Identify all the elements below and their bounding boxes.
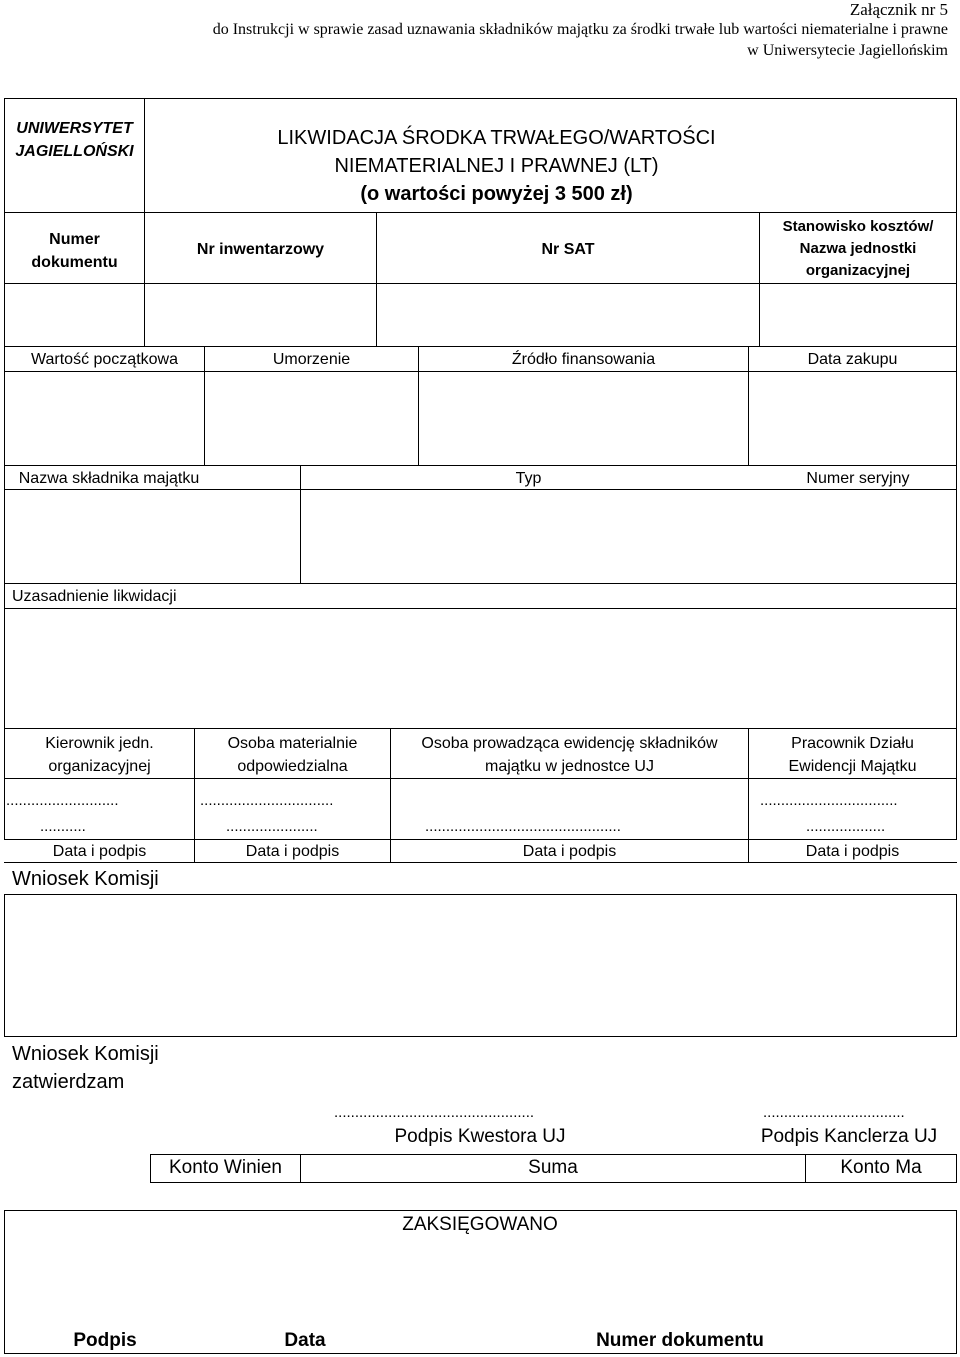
cost-center-line3: organizacyjnej — [805, 262, 911, 279]
title-line2: NIEMATERIALNEJ I PRAWNEJ (LT) — [334, 155, 659, 177]
date-signature-label-4: Data i podpis — [805, 843, 900, 860]
cost-center-label — [760, 216, 956, 282]
quaestor-signature-label: Podpis Kwestora UJ — [394, 1126, 566, 1147]
document-number-footer-label: Numer dokumentu — [596, 1330, 764, 1351]
cost-center-line2: Nazwa jednostki — [799, 240, 917, 257]
responsible-person-label — [195, 732, 390, 778]
date-label: Data — [284, 1330, 326, 1351]
doc-number-line1: Numer — [49, 231, 100, 248]
date-signature-label-2: Data i podpis — [245, 843, 340, 860]
signature-dots-department-1: ................................. — [760, 792, 898, 809]
commission-approval-label — [12, 1040, 159, 1096]
department-employee-line1: Pracownik Działu — [791, 735, 914, 752]
records-person-line1: Osoba prowadząca ewidencję składników — [421, 735, 718, 752]
instruction-reference: do Instrukcji w sprawie zasad uznawania składników majątku za środki trwałe lub wartości niematerialne i prawne — [212, 21, 948, 38]
sum-label: Suma — [528, 1157, 578, 1178]
debit-account-label: Konto Winien — [168, 1157, 282, 1178]
purchase-date-label: Data zakupu — [807, 351, 898, 368]
signature-label: Podpis — [73, 1330, 137, 1351]
title-line3: (o wartości powyżej 3 500 zł) — [360, 183, 633, 205]
responsible-line1: Osoba materialnie — [227, 735, 358, 752]
quaestor-signature-dots: ................................................ — [334, 1104, 535, 1121]
university-line1: UNIWERSYTET — [16, 120, 133, 137]
type-label: Typ — [515, 470, 542, 487]
date-signature-label-3: Data i podpis — [522, 843, 617, 860]
chancellor-signature-dots: .................................. — [763, 1104, 905, 1121]
unit-head-line1: Kierownik jedn. — [45, 735, 154, 752]
document-number-label — [5, 228, 144, 274]
university-line2: JAGIELLOŃSKI — [15, 143, 134, 160]
serial-number-label: Numer seryjny — [806, 470, 910, 487]
attachment-number: Załącznik nr 5 — [849, 0, 948, 19]
credit-account-label: Konto Ma — [840, 1157, 922, 1178]
posted-label: ZAKSIĘGOWANO — [402, 1214, 558, 1235]
sat-number-label: Nr SAT — [541, 241, 595, 258]
university-name — [5, 117, 144, 163]
title-line1: LIKWIDACJA ŚRODKA TRWAŁEGO/WARTOŚCI — [277, 127, 716, 149]
university-reference: w Uniwersytecie Jagiellońskim — [747, 42, 948, 59]
approval-line2: zatwierdzam — [12, 1071, 125, 1093]
chancellor-signature-label: Podpis Kanclerza UJ — [760, 1126, 938, 1147]
justification-label: Uzasadnienie likwidacji — [12, 588, 177, 605]
cost-center-line1: Stanowisko kosztów/ — [782, 218, 934, 235]
department-employee-line2: Ewidencji Majątku — [788, 758, 917, 775]
signature-dots-records-person: ............................................... — [425, 818, 621, 835]
signature-dots-unit-head-1: ........................... — [6, 792, 119, 809]
asset-records-person-label — [391, 732, 748, 778]
unit-head-line2: organizacyjnej — [48, 758, 151, 775]
approval-line1: Wniosek Komisji — [12, 1043, 159, 1065]
signature-dots-department-2: ................... — [806, 818, 886, 835]
records-person-line2: majątku w jednostce UJ — [485, 758, 654, 775]
depreciation-label: Umorzenie — [272, 351, 351, 368]
funding-source-label: Źródło finansowania — [511, 351, 656, 368]
date-signature-label-1: Data i podpis — [52, 843, 147, 860]
signature-dots-responsible-2: ...................... — [226, 818, 318, 835]
signature-dots-responsible-1: ................................ — [200, 792, 334, 809]
responsible-line2: odpowiedzialna — [237, 758, 348, 775]
asset-name-label: Nazwa składnika majątku — [18, 470, 200, 487]
form-title — [145, 124, 848, 208]
unit-head-label — [5, 732, 194, 778]
commission-request-label: Wniosek Komisji — [12, 868, 159, 890]
inventory-number-label: Nr inwentarzowy — [196, 241, 325, 258]
initial-value-label: Wartość początkowa — [30, 351, 178, 368]
signature-dots-unit-head-2: ........... — [40, 818, 86, 835]
doc-number-line2: dokumentu — [31, 254, 118, 271]
asset-department-employee-label — [749, 732, 956, 778]
